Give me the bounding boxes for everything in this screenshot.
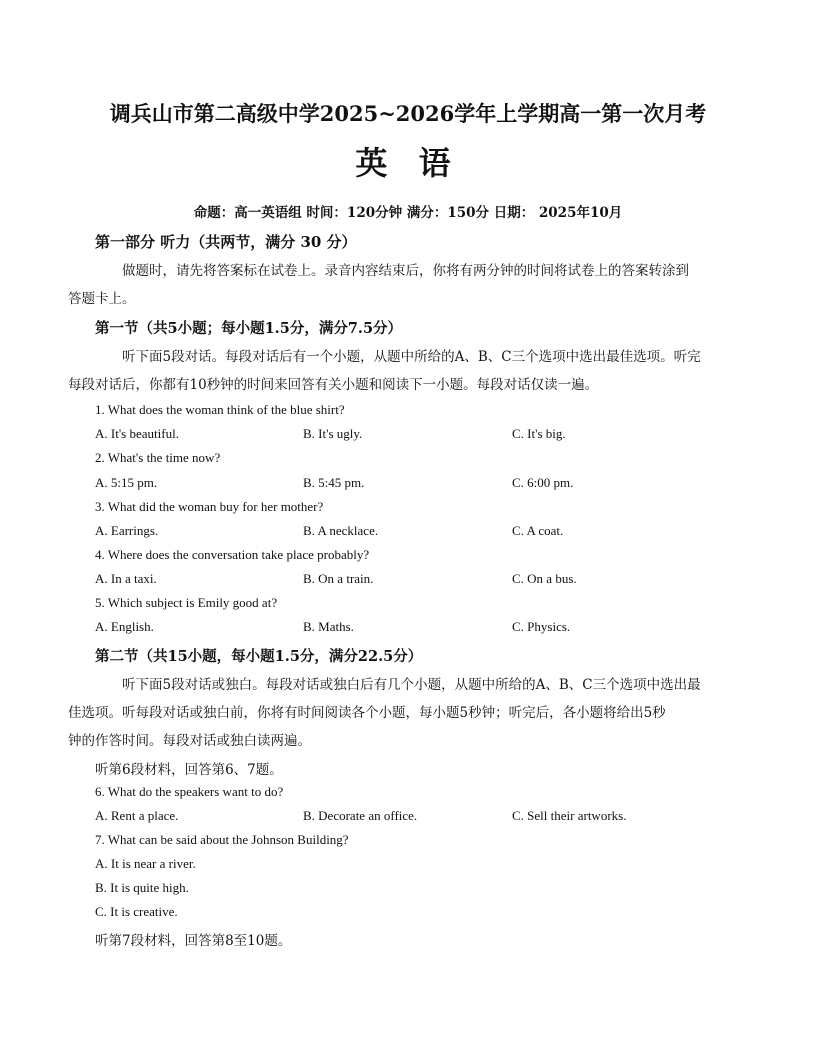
option-c: C. It is creative. xyxy=(95,904,178,919)
exam-title: 调兵山市第二高级中学2025~2026学年上学期高一第一次月考 xyxy=(109,101,707,126)
option-c: C. On a bus. xyxy=(512,571,577,586)
option-b: B. 5:45 pm. xyxy=(303,475,365,490)
option-b: B. A necklace. xyxy=(303,523,379,538)
section1-heading: 第一节（共5小题；每小题1.5分，满分7.5分） xyxy=(95,320,403,337)
part1-instruction-line1: 做题时，请先将答案标在试卷上。录音内容结束后，你将有两分钟的时间将试卷上的答案转涂到 xyxy=(122,263,689,279)
option-b: B. It is quite high. xyxy=(95,880,189,895)
question-7: 7. What can be said about the Johnson Building? xyxy=(95,832,349,847)
part1-instruction-line2: 答题卡上。 xyxy=(68,291,136,307)
section2-instruction-line2: 佳选项。听每段对话或独白前，你将有时间阅读各个小题，每小题5秒钟；听完后，各小题将给出5秒 xyxy=(68,705,666,721)
option-c: C. A coat. xyxy=(512,523,564,538)
question-4: 4. Where does the conversation take place probably? xyxy=(95,547,370,562)
question-5: 5. Which subject is Emily good at? xyxy=(95,595,278,610)
material-7-note: 听第7段材料，回答第8至10题。 xyxy=(95,933,292,949)
option-c: C. 6:00 pm. xyxy=(512,475,574,490)
option-a: A. Earrings. xyxy=(95,523,159,538)
question-6: 6. What do the speakers want to do? xyxy=(95,784,284,799)
option-c: C. Physics. xyxy=(512,619,571,634)
section1-instruction-line2: 每段对话后，你都有10秒钟的时间来回答有关小题和阅读下一小题。每段对话仅读一遍。 xyxy=(68,377,599,393)
section1-instruction xyxy=(68,343,723,399)
option-b: B. On a train. xyxy=(303,571,374,586)
option-a: A. Rent a place. xyxy=(95,808,179,823)
section1-instruction-line1: 听下面5段对话。每段对话后有一个小题，从题中所给的A、B、C三个选项中选出最佳选项。听完 xyxy=(122,349,701,365)
option-a: A. English. xyxy=(95,619,154,634)
option-a: A. 5:15 pm. xyxy=(95,475,158,490)
option-c: C. Sell their artworks. xyxy=(512,808,627,823)
option-b: B. Decorate an office. xyxy=(303,808,418,823)
option-a: A. It's beautiful. xyxy=(95,426,179,441)
option-b: B. It's ugly. xyxy=(303,426,363,441)
option-c: C. It's big. xyxy=(512,426,566,441)
question-2: 2. What's the time now? xyxy=(95,450,221,465)
part1-instruction xyxy=(68,257,723,313)
option-a: A. In a taxi. xyxy=(95,571,157,586)
exam-meta: 命题：高一英语组 时间：120分钟 满分：150分 日期： 2025年10月 xyxy=(193,205,623,221)
question-3: 3. What did the woman buy for her mother? xyxy=(95,499,324,514)
option-a: A. It is near a river. xyxy=(95,856,196,871)
question-1: 1. What does the woman think of the blue shirt? xyxy=(95,402,345,417)
part1-heading: 第一部分 听力（共两节，满分 30 分） xyxy=(95,233,357,251)
section2-instruction-line3: 钟的作答时间。每段对话或独白读两遍。 xyxy=(68,733,311,749)
option-b: B. Maths. xyxy=(303,619,354,634)
section2-heading: 第二节（共15小题，每小题1.5分，满分22.5分） xyxy=(95,648,423,665)
subject-title: 英 语 xyxy=(355,144,461,182)
material-6-note: 听第6段材料，回答第6、7题。 xyxy=(95,762,283,778)
section2-instruction-line1: 听下面5段对话或独白。每段对话或独白后有几个小题，从题中所给的A、B、C三个选项中选出最 xyxy=(122,677,701,693)
section2-instruction xyxy=(68,671,723,755)
